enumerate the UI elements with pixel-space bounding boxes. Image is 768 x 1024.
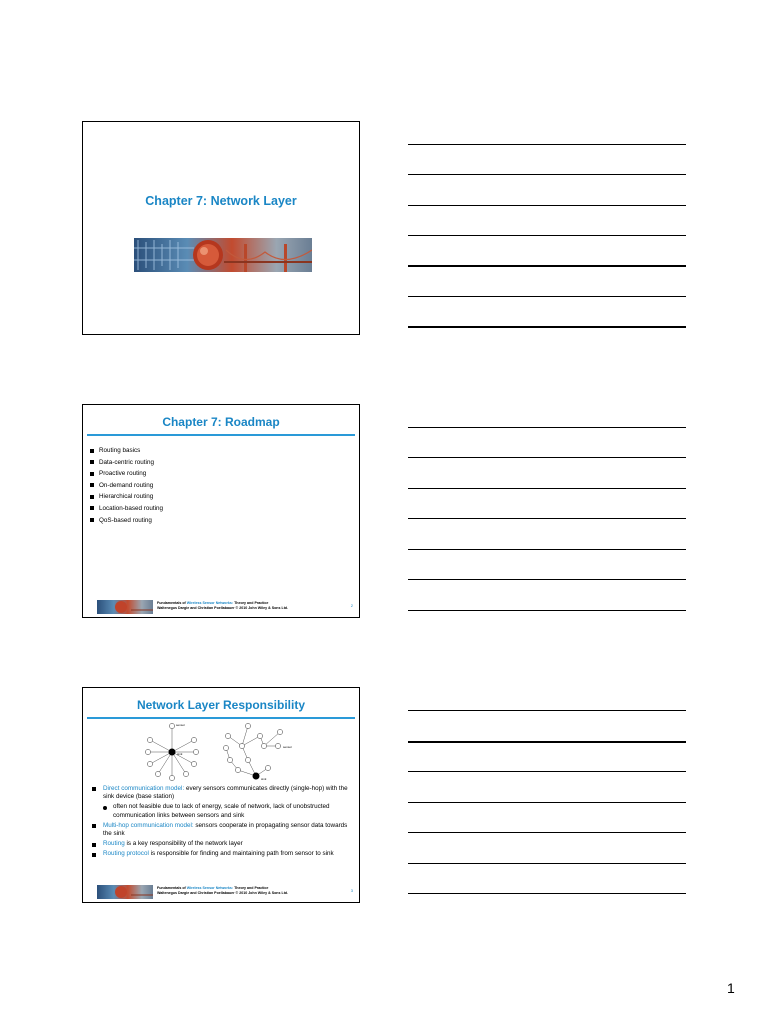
note-line: [408, 296, 686, 297]
network-diagram: [138, 720, 318, 784]
diagram-label: sink: [177, 752, 183, 756]
list-item: Hierarchical routing: [89, 491, 163, 503]
banner-image: [134, 238, 312, 272]
list-item: Proactive routing: [89, 468, 163, 480]
note-line: [408, 741, 686, 743]
note-line: [408, 174, 686, 175]
note-line: [408, 205, 686, 206]
note-line: [408, 832, 686, 833]
diagram-label: sensor: [283, 745, 293, 749]
footer-text: Fundamentals of Wireless Sensor Networks: Theory and Practice Waltenegus Dargie and Christian Poellabauer © 2010 John Wiley & Sons Ltd.: [157, 886, 289, 895]
list-item: QoS-based routing: [89, 515, 163, 527]
diagram-label: sink: [261, 777, 267, 781]
bullet-list: [89, 445, 163, 526]
note-line: [408, 863, 686, 864]
list-item: Location-based routing: [89, 503, 163, 515]
slide-number: 2: [350, 603, 353, 608]
slide-footer: [97, 885, 353, 899]
list-item: Multi-hop communication model: sensors cooperate in propagating sensor data towards the sink: [89, 822, 351, 838]
note-line: [408, 326, 686, 328]
note-line: [408, 427, 686, 428]
bullet-list: [89, 785, 351, 861]
slide-title: Chapter 7: Roadmap: [162, 415, 280, 429]
slide-title: Network Layer Responsibility: [136, 698, 306, 712]
note-line: [408, 549, 686, 550]
note-line: [408, 771, 686, 772]
list-item: On-demand routing: [89, 480, 163, 492]
list-item: Routing protocol is responsible for finding and maintaining path from sensor to sink: [89, 850, 351, 858]
list-item: Routing is a key responsibility of the network layer: [89, 840, 351, 848]
note-line: [408, 265, 686, 267]
slide-title: Chapter 7: Network Layer: [145, 194, 297, 208]
note-line: [408, 488, 686, 489]
list-item: Direct communication model: every sensors communicates directly (single-hop) with the sink device (base station): [89, 785, 351, 801]
note-line: [408, 518, 686, 519]
list-item: Routing basics: [89, 445, 163, 457]
note-line: [408, 144, 686, 145]
page-number: 1: [727, 980, 735, 996]
list-item: Data-centric routing: [89, 457, 163, 469]
note-line: [408, 802, 686, 803]
footer-banner-image: [97, 885, 153, 899]
title-rule: [87, 717, 355, 719]
note-line: [408, 457, 686, 458]
footer-text: Fundamentals of Wireless Sensor Networks: Theory and Practice Waltenegus Dargie and Christian Poellabauer © 2010 John Wiley & Sons Ltd.: [157, 601, 289, 610]
diagram-label: sensor: [176, 723, 186, 727]
slide-number: 3: [350, 888, 353, 893]
slide-footer: [97, 600, 353, 614]
note-line: [408, 579, 686, 580]
footer-banner-image: [97, 600, 153, 614]
slide-2: [82, 404, 360, 618]
sub-list-item: often not feasible due to lack of energy, scale of network, lack of unobstructed communication links between sensors and sink: [89, 803, 351, 819]
note-line: [408, 710, 686, 711]
note-line: [408, 610, 686, 611]
slide-1: [82, 121, 360, 335]
note-line: [408, 893, 686, 894]
note-line: [408, 235, 686, 236]
slide-3: [82, 687, 360, 903]
title-rule: [87, 434, 355, 436]
